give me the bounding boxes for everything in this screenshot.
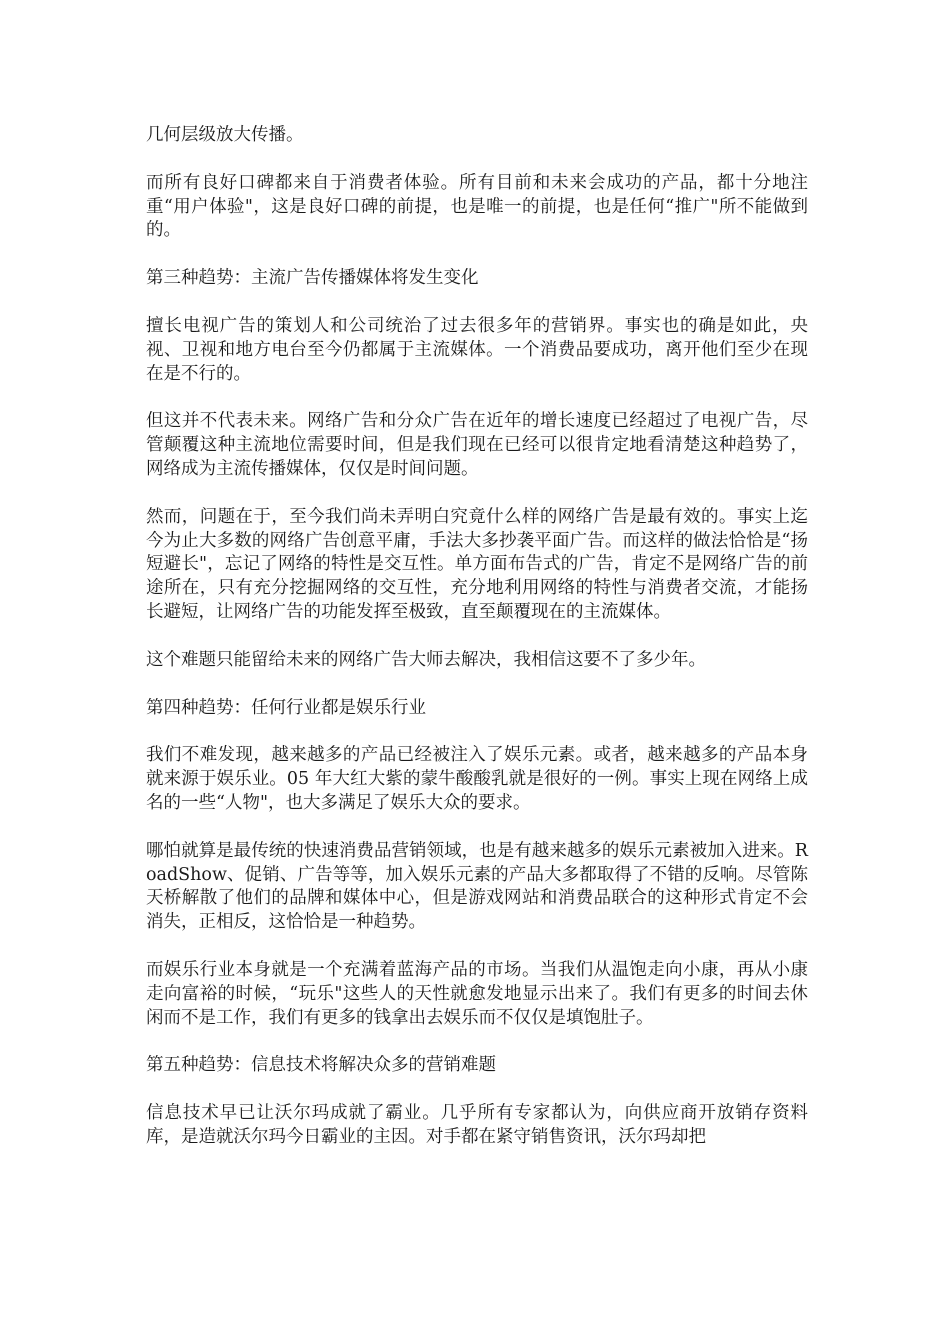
paragraph: 我们不难发现，越来越多的产品已经被注入了娱乐元素。或者，越来越多的产品本身就来源于娱乐业。05 年大红大紫的蒙牛酸酸乳就是很好的一例。事实上现在网络上成名的一些“人物"，也大多满足了娱乐大众的要求。 <box>146 745 808 813</box>
paragraph: 几何层级放大传播。 <box>146 125 304 145</box>
paragraph: 信息技术早已让沃尔玛成就了霸业。几乎所有专家都认为，向供应商开放销存资料库，是造就沃尔玛今日霸业的主因。对手都在紧守销售资讯，沃尔玛却把 <box>146 1103 808 1147</box>
paragraph: 而所有良好口碑都来自于消费者体验。所有目前和未来会成功的产品，都十分地注重“用户体验"，这是良好口碑的前提，也是唯一的前提，也是任何“推广"所不能做到的。 <box>146 172 808 241</box>
section-heading: 第三种趋势：主流广告传播媒体将发生变化 <box>146 268 479 289</box>
paragraph: 而娱乐行业本身就是一个充满着蓝海产品的市场。当我们从温饱走向小康，再从小康走向富裕的时候，“玩乐"这些人的天性就愈发地显示出来了。我们有更多的时间去休闲而不是工作，我们有更多的钱拿出去娱乐而不仅仅是填饱肚子。 <box>146 959 808 1028</box>
paragraph: 然而，问题在于，至今我们尚未弄明白究竟什么样的网络广告是最有效的。事实上迄今为止大多数的网络广告创意平庸，手法大多抄袭平面广告。而这样的做法恰恰是“扬短避长"，忘记了网络的特性是交互性。单方面布告式的广告，肯定不是网络广告的前途所在，只有充分挖掘网络的交互性，充分地利用网络的特性与消费者交流，才能扬长避短，让网络广告的功能发挥至极致，直至颠覆现在的主流媒体。 <box>146 506 808 622</box>
section-heading: 第四种趋势：任何行业都是娱乐行业 <box>146 697 426 718</box>
document-body <box>146 124 808 1174</box>
paragraph: 擅长电视广告的策划人和公司统治了过去很多年的营销界。事实也的确是如此，央视、卫视和地方电台至今仍都属于主流媒体。一个消费品要成功，离开他们至少在现在是不行的。 <box>146 315 808 384</box>
paragraph: 但这并不代表未来。网络广告和分众广告在近年的增长速度已经超过了电视广告，尽管颠覆这种主流地位需要时间，但是我们现在已经可以很肯定地看清楚这种趋势了，网络成为主流传播媒体，仅仅是时间问题。 <box>146 411 808 479</box>
section-heading: 第五种趋势：信息技术将解决众多的营销难题 <box>146 1055 496 1076</box>
paragraph: 哪怕就算是最传统的快速消费品营销领域，也是有越来越多的娱乐元素被加入进来。RoadShow、促销、广告等等，加入娱乐元素的产品大多都取得了不错的反响。尽管陈天桥解散了他们的品牌和媒体中心，但是游戏网站和消费品联合的这种形式肯定不会消失，正相反，这恰恰是一种趋势。 <box>146 840 808 933</box>
paragraph: 这个难题只能留给未来的网络广告大师去解决，我相信这要不了多少年。 <box>146 649 706 670</box>
